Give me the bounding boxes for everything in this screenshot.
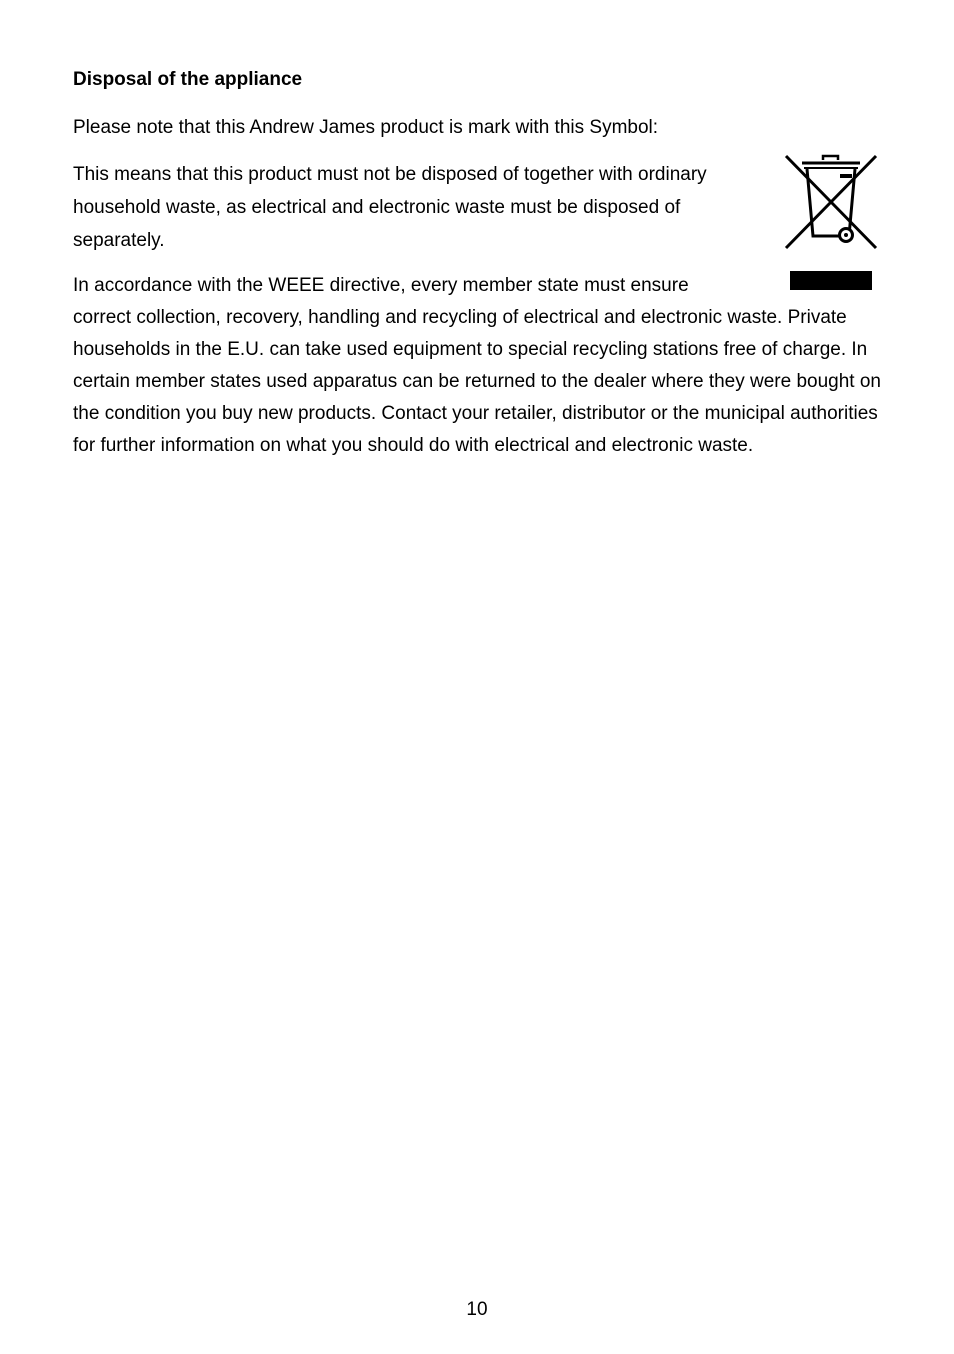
weee-directive-paragraph-line-1: In accordance with the WEEE directive, every member state must ensure [73,275,689,296]
symbol-notice-paragraph: Please note that this Andrew James product is mark with this Symbol: [73,117,659,138]
disposal-explanation-paragraph: This means that this product must not be disposed of together with ordinary household waste, as electrical and electronic waste must be disposed of separately. [73,164,707,251]
crossed-out-wheelie-bin-icon [782,152,880,292]
weee-directive-paragraph: correct collection, recovery, handling and recycling of electrical and electronic waste. Private households in the E.U. can take used equipment to special recycling stations free of charge. In certain member states used apparatus can be returned to the dealer where they were bought on the condition you buy new products. Contact your retailer, distributor or the municipal authorities for further information on what you should do with electrical and electronic waste. [73,307,881,456]
page-number: 10 [466,1299,488,1320]
section-heading: Disposal of the appliance [73,69,303,90]
